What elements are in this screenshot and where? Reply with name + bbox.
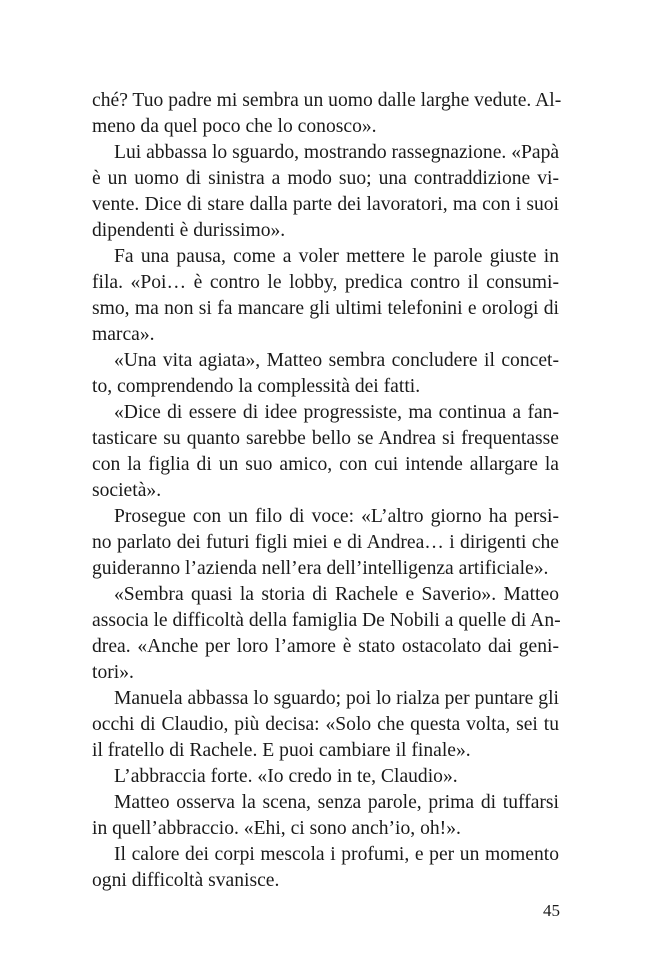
text-line: marca». [92,324,155,345]
text-line: «Sembra quasi la storia di Rachele e Saverio». Matteo [114,584,559,605]
text-line: to, comprendendo la complessità dei fatti. [92,376,421,397]
text-line: smo, ma non si fa mancare gli ultimi telefonini e orologi di [92,298,559,319]
text-line: con la figlia di un suo amico, con cui intende allargare la [92,454,559,475]
text-line: occhi di Claudio, più decisa: «Solo che questa volta, sei tu [92,714,559,735]
text-line: tasticare su quanto sarebbe bello se Andrea si frequentasse [92,428,559,449]
page-number: 45 [543,901,560,920]
text-line: Prosegue con un filo di voce: «L’altro giorno ha persi- [114,506,559,527]
text-line: Fa una pausa, come a voler mettere le parole giuste in [114,246,559,267]
text-line: ché? Tuo padre mi sembra un uomo dalle larghe vedute. Al- [92,90,562,111]
text-line: vente. Dice di stare dalla parte dei lavoratori, ma con i suoi [92,194,559,215]
text-line: Matteo osserva la scena, senza parole, prima di tuffarsi [114,792,559,813]
text-line: ogni difficoltà svanisce. [92,870,280,891]
text-line: «Una vita agiata», Matteo sembra concludere il concet- [114,350,559,371]
text-line: Il calore dei corpi mescola i profumi, e per un momento [114,844,559,865]
text-line: il fratello di Rachele. E puoi cambiare il finale». [92,740,471,761]
text-line: è un uomo di sinistra a modo suo; una contraddizione vi- [92,168,559,189]
text-line: no parlato dei futuri figli miei e di Andrea… i dirigenti che [92,532,559,553]
text-line: società». [92,480,162,501]
body-text [92,88,562,894]
text-line: meno da quel poco che lo conosco». [92,116,377,137]
text-line: fila. «Poi… è contro le lobby, predica contro il consumi- [92,272,559,293]
text-line: L’abbraccia forte. «Io credo in te, Claudio». [114,766,458,787]
text-line: dipendenti è durissimo». [92,220,286,241]
text-line: drea. «Anche per loro l’amore è stato ostacolato dai geni- [92,636,559,657]
text-line: Manuela abbassa lo sguardo; poi lo rialza per puntare gli [114,688,559,709]
text-line: associa le difficoltà della famiglia De Nobili a quelle di An- [92,610,561,631]
text-line: tori». [92,662,134,683]
text-line: «Dice di essere di idee progressiste, ma continua a fan- [114,402,559,423]
text-line: guideranno l’azienda nell’era dell’intelligenza artificiale». [92,558,549,579]
text-line: in quell’abbraccio. «Ehi, ci sono anch’io, oh!». [92,818,461,839]
text-line: Lui abbassa lo sguardo, mostrando rassegnazione. «Papà [114,142,560,163]
